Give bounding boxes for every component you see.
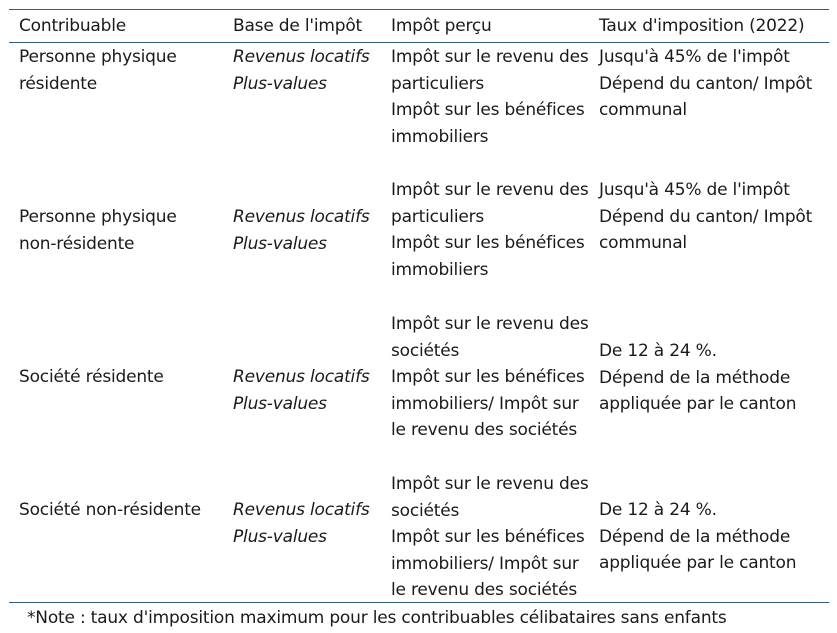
row-4-taux — [599, 497, 796, 577]
row-2-impot-line: immobiliers — [391, 259, 489, 280]
row-4-base-line: Plus-values — [233, 526, 327, 547]
row-3-taux-line: De 12 à 24 %. — [599, 341, 717, 361]
row-1-base-line: Plus-values — [233, 73, 327, 94]
row-2-base-line: Plus-values — [233, 233, 327, 254]
row-2-taux — [599, 177, 812, 257]
header-impot: Impôt perçu — [391, 16, 492, 36]
row-3-base-line: Plus-values — [233, 393, 327, 414]
row-2-base-line: Revenus locatifs — [233, 207, 370, 227]
row-3-taux-line: appliquée par le canton — [599, 394, 797, 415]
row-2-taux-line: communal — [599, 233, 687, 254]
row-1-impot — [391, 44, 589, 150]
row-3-base-line: Revenus locatifs — [233, 367, 370, 387]
row-2-impot-line: particuliers — [391, 206, 485, 227]
row-3-impot-line: Impôt sur les bénéfices — [391, 367, 585, 388]
row-1-impot-line: Impôt sur le revenu des — [391, 47, 589, 67]
row-4-base-line: Revenus locatifs — [233, 500, 370, 520]
row-1-taux-line: communal — [599, 100, 687, 121]
bottom-rule — [9, 602, 829, 603]
row-3-impot — [391, 311, 589, 444]
row-4-contribuable — [19, 497, 201, 524]
row-2-impot-line: Impôt sur le revenu des — [391, 180, 589, 200]
header-rule — [9, 42, 829, 43]
row-4-impot-line: le revenu des sociétés — [391, 580, 578, 601]
row-1-impot-line: immobiliers — [391, 126, 489, 147]
row-4-impot-line: Impôt sur les bénéfices — [391, 527, 585, 548]
row-3-impot-line: le revenu des sociétés — [391, 420, 578, 441]
row-2-impot — [391, 177, 589, 283]
row-4-base — [233, 497, 370, 550]
row-4-taux-line: appliquée par le canton — [599, 553, 797, 574]
row-2-contribuable — [19, 204, 177, 257]
row-3-impot-line: sociétés — [391, 340, 460, 361]
row-1-impot-line: particuliers — [391, 73, 485, 94]
row-1-taux-line: Dépend du canton/ Impôt — [599, 73, 813, 94]
table-footnote: *Note : taux d'imposition maximum pour les contribuables célibataires sans enfants — [27, 608, 727, 628]
top-rule — [9, 9, 829, 10]
table-header-row — [0, 13, 837, 39]
row-4-impot-line: Impôt sur le revenu des — [391, 474, 589, 494]
row-2-contribuable-line: Personne physique — [19, 207, 177, 227]
row-3-impot-line: immobiliers/ Impôt sur — [391, 393, 579, 414]
row-1-contribuable-line: Personne physique — [19, 47, 177, 67]
header-taux: Taux d'imposition (2022) — [599, 16, 805, 36]
row-1-taux — [599, 44, 812, 124]
row-3-contribuable — [19, 364, 164, 391]
row-3-contribuable-line: Société résidente — [19, 367, 164, 387]
row-1-contribuable-line: résidente — [19, 73, 98, 94]
row-1-taux-line: Jusqu'à 45% de l'impôt — [599, 47, 790, 67]
row-2-taux-line: Dépend du canton/ Impôt — [599, 206, 813, 227]
row-1-contribuable — [19, 44, 177, 97]
row-4-impot — [391, 471, 589, 604]
row-1-base-line: Revenus locatifs — [233, 47, 370, 67]
row-4-taux-line: Dépend de la méthode — [599, 526, 791, 547]
row-1-base — [233, 44, 370, 97]
row-3-impot-line: Impôt sur le revenu des — [391, 314, 589, 334]
row-3-taux-line: Dépend de la méthode — [599, 367, 791, 388]
row-3-base — [233, 364, 370, 417]
row-2-taux-line: Jusqu'à 45% de l'impôt — [599, 180, 790, 200]
header-base: Base de l'impôt — [233, 16, 362, 36]
row-4-impot-line: immobiliers/ Impôt sur — [391, 553, 579, 574]
row-4-taux-line: De 12 à 24 %. — [599, 500, 717, 520]
header-contribuable: Contribuable — [19, 16, 126, 36]
row-4-impot-line: sociétés — [391, 500, 460, 521]
row-4-contribuable-line: Société non-résidente — [19, 500, 201, 520]
row-2-base — [233, 204, 370, 257]
row-1-impot-line: Impôt sur les bénéfices — [391, 100, 585, 121]
row-2-contribuable-line: non-résidente — [19, 233, 135, 254]
row-2-impot-line: Impôt sur les bénéfices — [391, 233, 585, 254]
row-3-taux — [599, 338, 796, 418]
